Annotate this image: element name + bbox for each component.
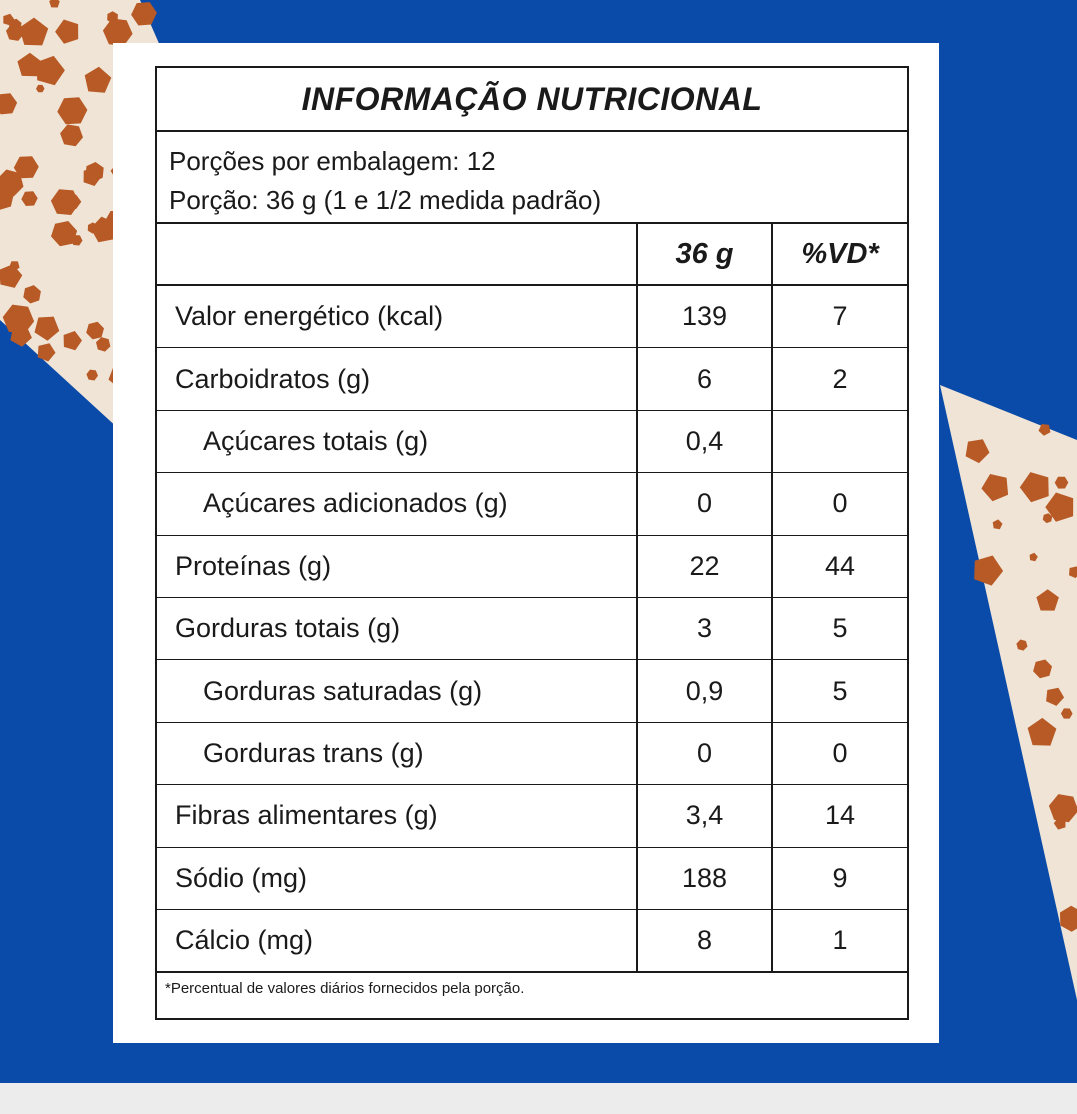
footnote: *Percentual de valores diários fornecidos pela porção. (157, 971, 907, 1004)
nutrient-name: Gorduras totais (g) (157, 597, 637, 659)
nutrition-facts-label (155, 66, 909, 1020)
nutrient-amount: 139 (637, 285, 772, 348)
nutrient-name: Carboidratos (g) (157, 348, 637, 410)
nutrient-amount: 0,9 (637, 660, 772, 722)
nutrient-name: Açúcares adicionados (g) (157, 473, 637, 535)
nutrient-amount: 0 (637, 473, 772, 535)
table-row (157, 535, 907, 597)
nutrition-table (157, 224, 907, 971)
nutrient-amount: 3,4 (637, 785, 772, 847)
table-row (157, 847, 907, 909)
table-row (157, 410, 907, 472)
nutrient-name: Gorduras saturadas (g) (157, 660, 637, 722)
table-row (157, 348, 907, 410)
table-row (157, 597, 907, 659)
nutrient-daily-value: 14 (772, 785, 907, 847)
nutrient-amount: 8 (637, 909, 772, 971)
table-row (157, 909, 907, 971)
nutrient-daily-value: 5 (772, 597, 907, 659)
servings-per-package: Porções por embalagem: 12 (169, 146, 496, 176)
header-empty-cell (157, 224, 637, 285)
nutrient-daily-value: 2 (772, 348, 907, 410)
header-daily-value: %VD* (772, 224, 907, 285)
nutrient-amount: 0 (637, 722, 772, 784)
serving-size: Porção: 36 g (1 e 1/2 medida padrão) (169, 185, 602, 215)
nutrient-daily-value: 7 (772, 285, 907, 348)
header-amount: 36 g (637, 224, 772, 285)
nutrient-name: Valor energético (kcal) (157, 285, 637, 348)
nutrient-name: Proteínas (g) (157, 535, 637, 597)
nutrient-daily-value: 5 (772, 660, 907, 722)
nutrient-name: Fibras alimentares (g) (157, 785, 637, 847)
nutrient-amount: 188 (637, 847, 772, 909)
table-row (157, 473, 907, 535)
nutrient-name: Gorduras trans (g) (157, 722, 637, 784)
nutrient-amount: 6 (637, 348, 772, 410)
nutrient-amount: 3 (637, 597, 772, 659)
nutrient-daily-value: 0 (772, 473, 907, 535)
nutrient-daily-value: 44 (772, 535, 907, 597)
table-row (157, 660, 907, 722)
table-row (157, 785, 907, 847)
nutrient-amount: 22 (637, 535, 772, 597)
nutrient-daily-value: 0 (772, 722, 907, 784)
table-header-row (157, 224, 907, 285)
nutrient-daily-value: 1 (772, 909, 907, 971)
table-row (157, 285, 907, 348)
serving-info (157, 132, 907, 224)
nutrient-name: Sódio (mg) (157, 847, 637, 909)
nutrient-daily-value: 9 (772, 847, 907, 909)
label-title: INFORMAÇÃO NUTRICIONAL (157, 68, 907, 132)
nutrient-name: Açúcares totais (g) (157, 410, 637, 472)
nutrient-name: Cálcio (mg) (157, 909, 637, 971)
nutrient-amount: 0,4 (637, 410, 772, 472)
table-row (157, 722, 907, 784)
nutrient-daily-value (772, 410, 907, 472)
